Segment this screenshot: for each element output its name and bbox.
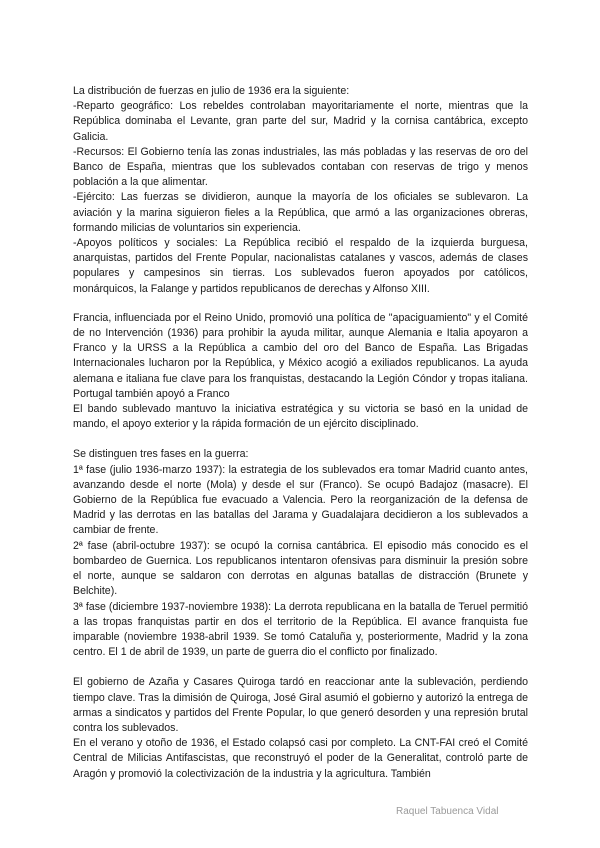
- paragraph-spacer: [73, 660, 528, 675]
- paragraph-spacer: [73, 432, 528, 447]
- footer-author: Raquel Tabuenca Vidal: [396, 806, 499, 817]
- paragraph-ejercito: -Ejército: Las fuerzas se dividieron, aunque la mayoría de los oficiales se sublevaron. La aviación y la marina siguieron fieles a la República, que armó a las organizaciones obreras, formando milicias de voluntarios sin experiencia.: [73, 191, 528, 234]
- paragraph-reparto-geografico: -Reparto geográfico: Los rebeldes controlaban mayoritariamente el norte, mientras que la República dominaba el Levante, gran parte del sur, Madrid y la cornisa cantábrica, excepto Galicia.: [73, 100, 528, 143]
- paragraph-intro-distribucion: La distribución de fuerzas en julio de 1936 era la siguiente:: [73, 85, 350, 97]
- paragraph-recursos: -Recursos: El Gobierno tenía las zonas industriales, las más pobladas y las reservas de oro del Banco de España, mientras que los sublevados contaban con reservas de trigo y menos población a la que alimentar.: [73, 145, 528, 189]
- paragraph-gobierno: El gobierno de Azaña y Casares Quiroga tardó en reaccionar ante la sublevación, perdiendo tiempo clave. Tras la dimisión de Quiroga, José Giral asumió el gobierno y autorizó la entrega de armas a sindicatos y partidos del Frente Popular, lo que generó desorden y una represión brutal contra los sublevados.: [73, 676, 528, 734]
- paragraph-fase-1: 1ª fase (julio 1936-marzo 1937): la estrategia de los sublevados era tomar Madrid cuanto antes, avanzando desde el norte (Mola) y desde el sur (Franco). Se ocupó Badajoz (masacre). El Gobierno de la República fue evacuado a Valencia. Pero la reorganización de la defensa de Madrid y las derrotas en las batallas del Jarama y Guadalajara decidieron a los sublevados a cambiar de frente.: [73, 463, 528, 537]
- paragraph-fase-2: 2ª fase (abril-octubre 1937): se ocupó la cornisa cantábrica. El episodio más conocido es el bombardeo de Guernica. Los republicanos intentaron ofensivas para disminuir la presión sobre el norte, aunque se saldaron con derrotas en algunas batallas de distracción (Brunete y Belchite).: [73, 539, 528, 598]
- paragraph-apoyos: -Apoyos políticos y sociales: La República recibió el respaldo de la izquierda burguesa, anarquistas, partidos del Frente Popular, nacionalistas catalanes y vascos, además de clases populares y campesinos sin tierras. Los sublevados fueron apoyados por católicos, monárquicos, la Falange y partidos republicanos de derechas y Alfonso XIII.: [73, 237, 528, 295]
- paragraph-francia: Francia, influenciada por el Reino Unido, promovió una política de "apaciguamiento" y el Comité de no Intervención (1936) para prohibir la ayuda militar, aunque Alemania e Italia apoyaron a Franco y la URSS a la República a cambio del oro del Banco de España. Las Brigadas Internacionales lucharon por la República, y México acogió a exiliados republicanos. La ayuda alemana e italiana fue clave para los franquistas, destacando la Legión Cóndor y tropas italiana. Portugal también apoyó a Franco: [73, 311, 528, 400]
- paragraph-bando-sublevado: El bando sublevado mantuvo la iniciativa estratégica y su victoria se basó en la unidad de mando, el apoyo exterior y la rápida formación de un ejército disciplinado.: [73, 403, 528, 431]
- paragraph-spacer: [73, 297, 528, 311]
- paragraph-fases-intro: Se distinguen tres fases en la guerra:: [73, 448, 249, 461]
- document-body: [73, 84, 528, 782]
- paragraph-verano-otono: En el verano y otoño de 1936, el Estado colapsó casi por completo. La CNT-FAI creó el Comité Central de Milicias Antifascistas, que reconstruyó el poder de la Generalitat, controló parte de Aragón y promovió la colectivización de la industria y la agricultura. También: [73, 737, 528, 780]
- paragraph-fase-3: 3ª fase (diciembre 1937-noviembre 1938): La derrota republicana en la batalla de Teruel permitió a las tropas franquistas partir en dos el territorio de la República. El avance franquista fue imparable (noviembre 1938-abril 1939. Se tomó Cataluña y, posteriormente, Madrid y la zona centro. El 1 de abril de 1939, un parte de guerra dio el conflicto por finalizado.: [73, 600, 528, 659]
